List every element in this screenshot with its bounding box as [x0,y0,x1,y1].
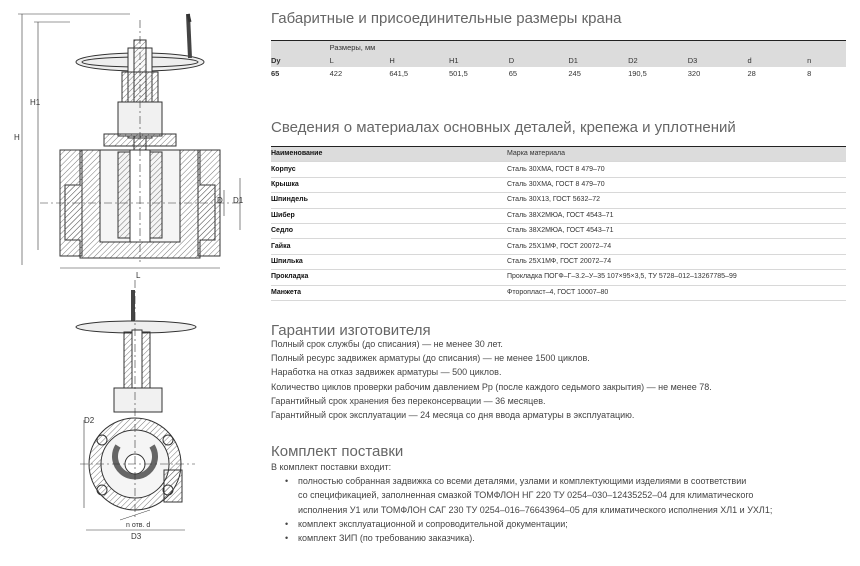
dims-cell-8: 28 [747,69,756,78]
dims-col-6: D2 [628,54,688,67]
dims-col-1: L [330,54,390,67]
warranty-line: Наработка на отказ задвижек арматуры — 500 циклов. [271,367,502,378]
material-grade: Сталь 25Х1МФ, ГОСТ 20072–74 [507,239,846,254]
label-D2: D2 [84,416,95,425]
dims-col-8: d [747,54,807,67]
material-grade: Сталь 38Х2МЮА, ГОСТ 4543–71 [507,208,846,223]
dims-col-4: D [509,54,569,67]
materials-row [271,177,846,192]
material-grade: Прокладка ПОГФ–Г–3.2–У–35 107×95×3,5, ТУ 5728–012–13267785–99 [507,270,846,285]
materials-table [271,146,846,301]
material-part-name: Седло [271,223,507,238]
kit-title: Комплект поставки [271,443,404,460]
materials-row [271,208,846,223]
material-part-name: Крышка [271,177,507,192]
materials-row [271,162,846,177]
dims-col-5: D1 [568,54,628,67]
materials-row [271,193,846,208]
valve-drawing-svg [0,0,262,561]
warranty-title: Гарантии изготовителя [271,322,431,339]
materials-row [271,223,846,238]
materials-row [271,254,846,269]
dims-cell-3: 501,5 [449,69,468,78]
kit-list [271,474,772,545]
materials-row [271,270,846,285]
warranty-lines [271,337,712,422]
dims-col-9: n [807,54,846,67]
dims-cell-9: 8 [807,69,812,78]
bullet-icon: • [285,533,289,544]
dims-group-row [271,41,846,55]
material-part-name: Гайка [271,239,507,254]
kit-item [271,517,772,531]
material-grade: Сталь 25Х1МФ, ГОСТ 20072–74 [507,254,846,269]
dims-cell-5: 245 [568,69,581,78]
dims-cell-2: 641,5 [389,69,409,78]
label-H: H [14,133,20,142]
material-part-name: Манжета [271,285,507,300]
warranty-line: Полный срок службы (до списания) — не менее 30 лет. [271,339,503,349]
label-D1: D1 [233,196,244,205]
bullet-icon: • [285,476,289,487]
kit-item-line: со спецификацией, заполненная смазкой ТОМФЛОН НГ 220 ТУ 0254–030–12435252–04 для климатического [298,490,754,501]
label-L: L [136,271,141,280]
kit-item [271,531,772,545]
materials-header-row [271,147,846,162]
warranty-line: Гарантийный срок эксплуатации — 24 месяца со дня ввода арматуры в эксплуатацию. [271,410,635,421]
dims-data-row [271,67,846,80]
dims-cell-4: 65 [508,69,518,78]
dims-group-header: Размеры, мм [330,41,846,55]
kit-item-line: комплект ЗИП (по требованию заказчика). [298,533,475,544]
dims-header-row [271,54,846,67]
warranty-line: Полный ресурс задвижек арматуры (до списания) — не менее 1500 циклов. [271,353,590,364]
dims-col-2: H [389,54,449,67]
material-grade: Фторопласт–4, ГОСТ 10007–80 [507,285,846,300]
materials-row [271,285,846,300]
materials-header-name: Наименование [271,147,507,162]
materials-header-grade: Марка материала [507,147,846,162]
material-grade: Сталь 38Х2МЮА, ГОСТ 4543–71 [507,223,846,238]
dims-cell-6: 190,5 [628,69,647,78]
label-holes: n отв. d [126,522,151,529]
label-D: D [217,196,223,205]
kit-intro: В комплект поставки входит: [271,462,392,472]
material-part-name: Прокладка [271,270,507,285]
warranty-line: Гарантийный срок хранения без переконсервации — 36 месяцев. [271,395,546,406]
dims-col-3: H1 [449,54,509,67]
kit-section [271,460,772,545]
bullet-icon: • [285,518,289,529]
kit-item-line: полностью собранная задвижка со всеми деталями, узлами и комплектующими изделиями в соответствии [298,476,747,487]
label-D3: D3 [131,532,142,541]
kit-item [271,474,772,517]
kit-item-line: исполнения У1 или ТОМФЛОН САГ 230 ТУ 0254–016–76643964–05 для климатического исполнения ХЛ1 и УХЛ1; [298,504,773,515]
material-part-name: Шибер [271,208,507,223]
dims-cell-1: 422 [329,69,343,78]
dims-col-7: D3 [688,54,748,67]
material-grade: Сталь 30ХМА, ГОСТ 8 479–70 [507,162,846,177]
dims-cell-0: 65 [271,69,280,78]
materials-title: Сведения о материалах основных деталей, крепежа и уплотнений [271,119,736,136]
dims-table [271,40,846,80]
warranty-line: Количество циклов проверки рабочим давлением Рр (после каждого седьмого закрытия) — не менее 78. [271,381,712,392]
material-part-name: Шпиндель [271,193,507,208]
kit-item-line: комплект эксплуатационной и сопроводительной документации; [298,518,568,529]
label-H1: H1 [30,98,41,107]
material-part-name: Шпилька [271,254,507,269]
dims-col-0: Dy [271,54,330,67]
materials-row [271,239,846,254]
material-grade: Сталь 30ХМА, ГОСТ 8 479–70 [507,177,846,192]
material-part-name: Корпус [271,162,507,177]
valve-drawing [0,0,262,561]
dims-cell-7: 320 [687,69,701,78]
material-grade: Сталь 30Х13, ГОСТ 5632–72 [507,193,846,208]
dims-title: Габаритные и присоединительные размеры крана [271,10,622,27]
